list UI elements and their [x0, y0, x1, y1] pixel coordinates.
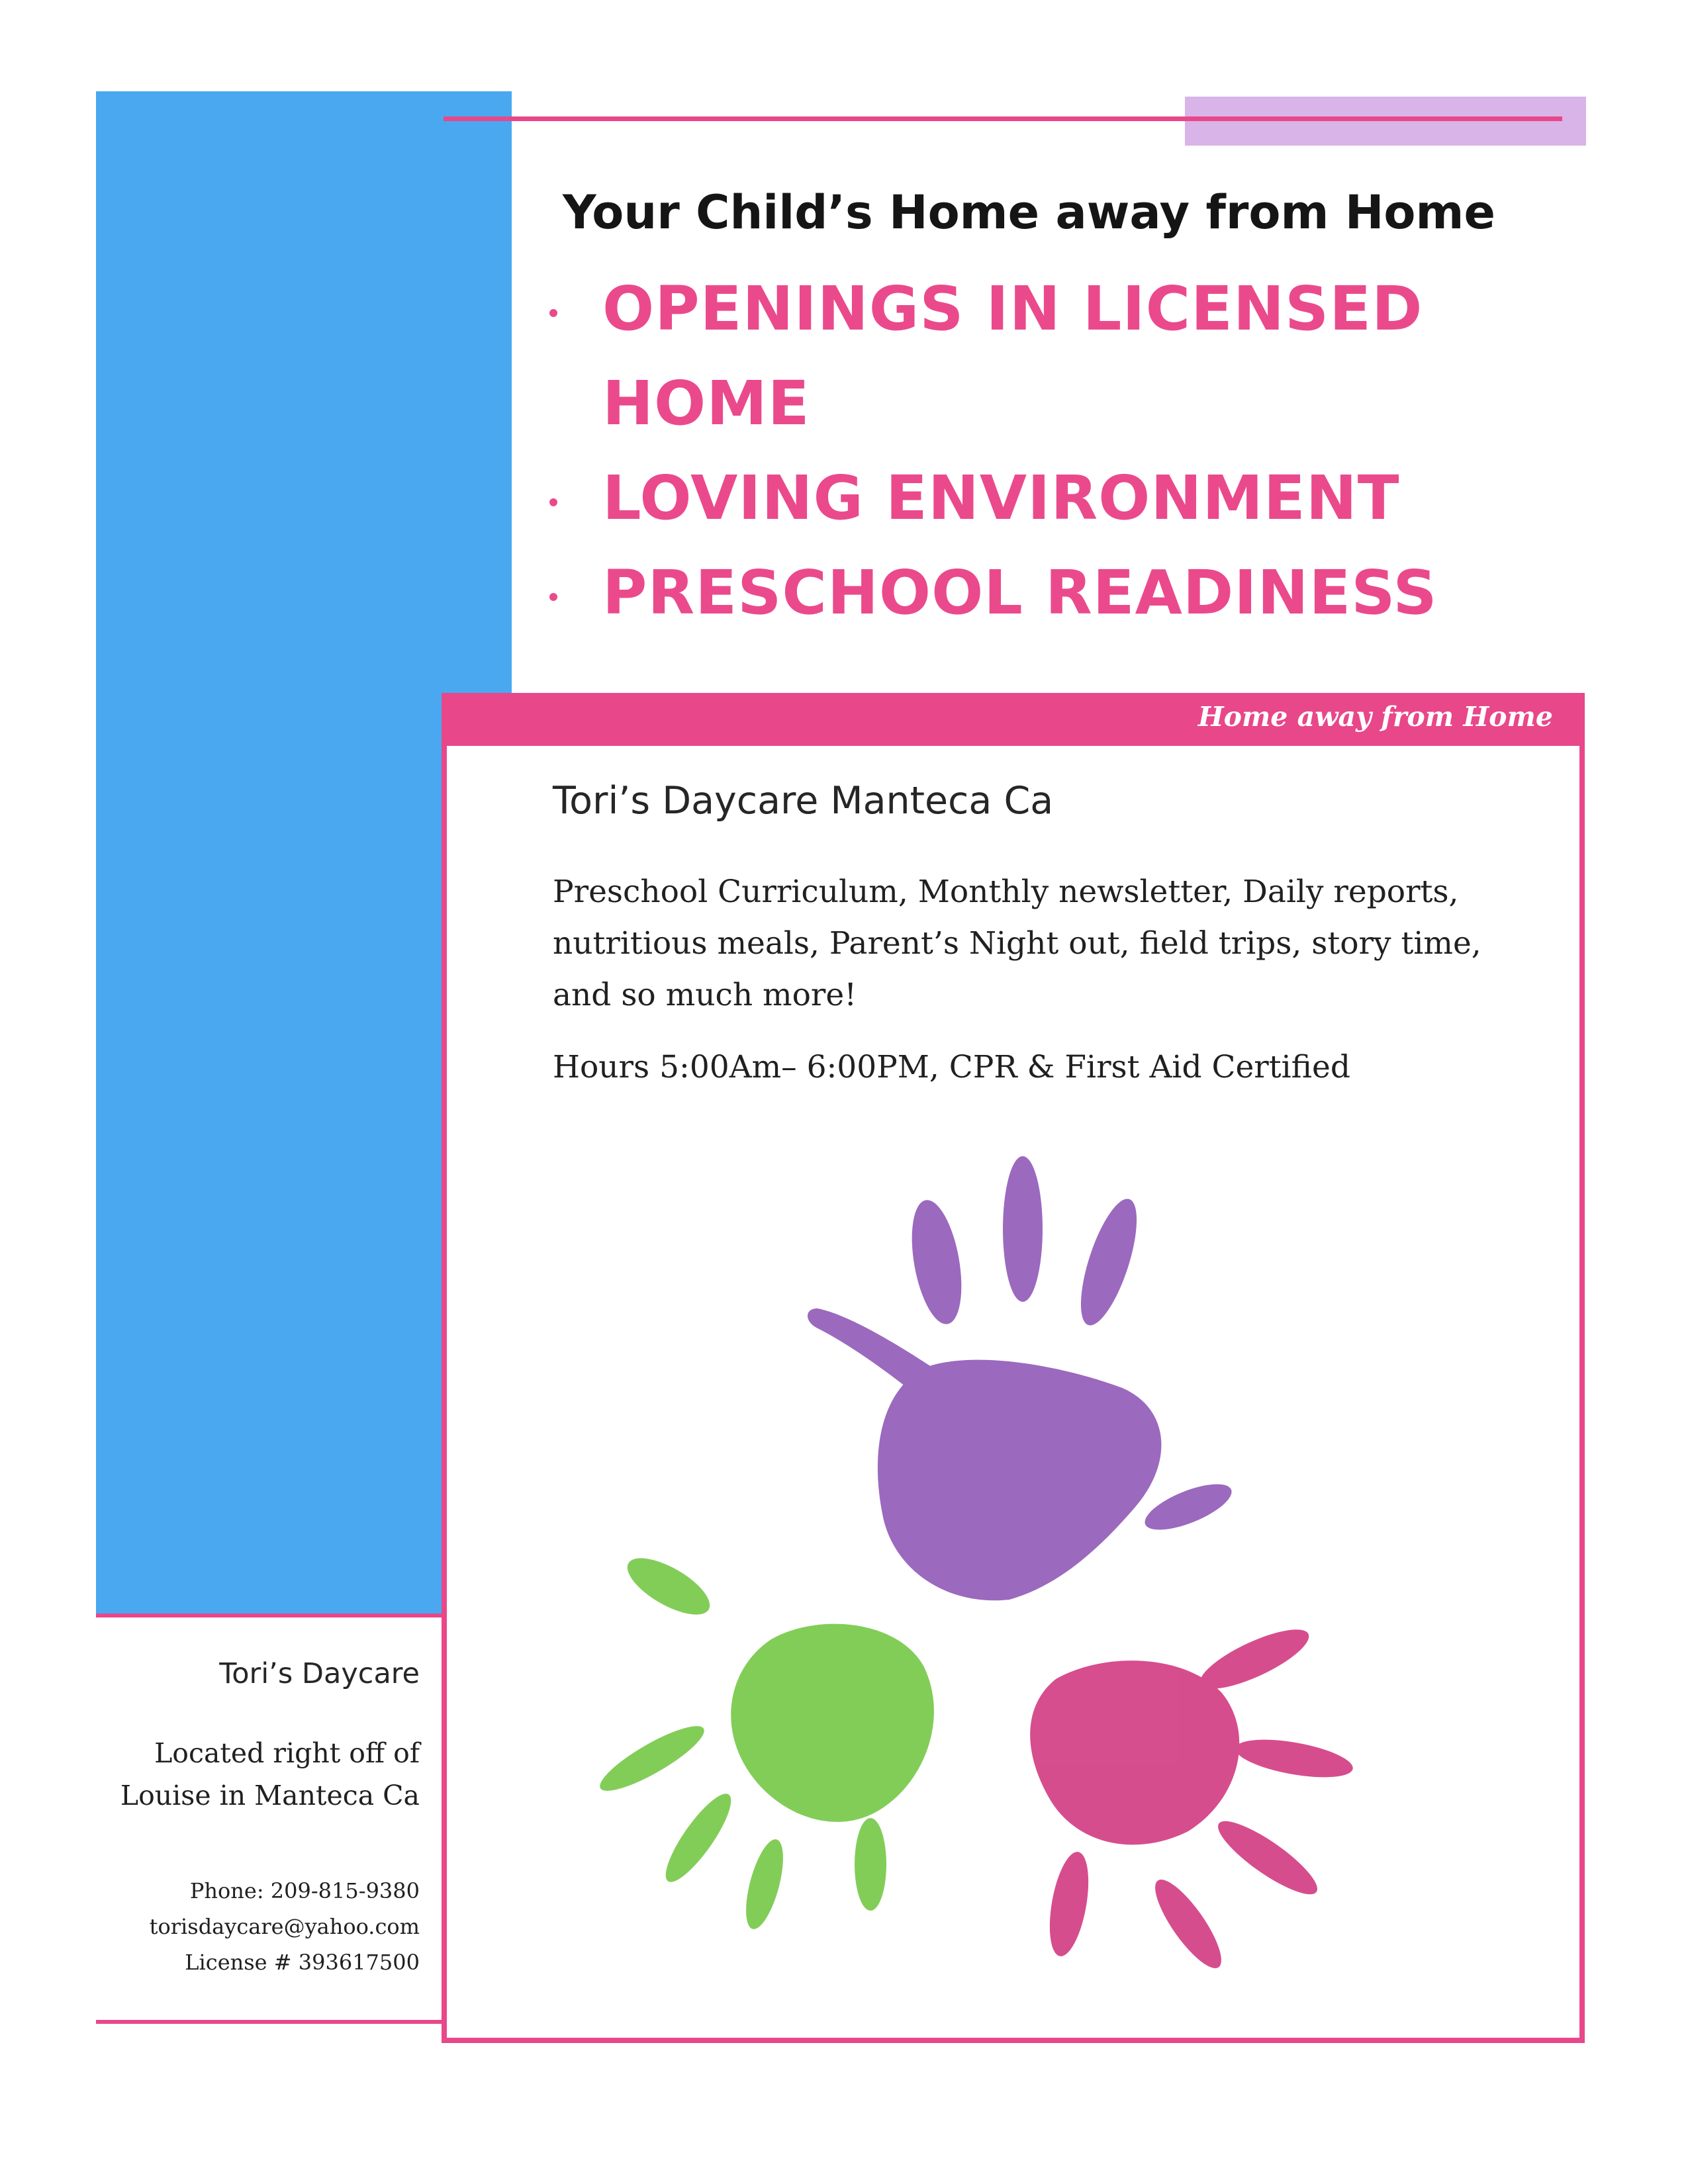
feature-text: OPENINGS IN LICENSED: [602, 273, 1423, 344]
description-line: Preschool Curriculum, Monthly newsletter, Daily reports,: [553, 874, 1459, 910]
lavender-accent-block: [1185, 97, 1586, 146]
feature-item-preschool: [543, 545, 1615, 640]
bullet-icon: [549, 498, 557, 506]
business-name: Tori’s Daycare: [219, 1657, 420, 1690]
feature-item-openings: [543, 261, 1615, 451]
magenta-handprint: [1030, 1618, 1356, 1976]
contact-details: [150, 1873, 420, 1980]
location-info: [120, 1732, 420, 1817]
handprints-illustration: [553, 1150, 1479, 2010]
bullet-icon: [549, 593, 557, 601]
bullet-icon: [549, 309, 557, 317]
card-description: [553, 866, 1519, 1021]
feature-text: PRESCHOOL READINESS: [602, 557, 1438, 628]
description-line: and so much more!: [553, 977, 857, 1013]
info-card: [442, 693, 1585, 2043]
location-line: Located right off of: [154, 1737, 420, 1769]
green-handprint: [593, 1547, 934, 1933]
feature-text: LOVING ENVIRONMENT: [602, 463, 1400, 533]
location-line: Louise in Manteca Ca: [120, 1780, 420, 1811]
email-address: torisdaycare@yahoo.com: [149, 1914, 420, 1939]
contact-sidebar: [96, 1614, 444, 2024]
feature-list: [543, 261, 1615, 640]
banner-tagline: Home away from Home: [1197, 701, 1553, 733]
feature-item-loving: [543, 451, 1615, 545]
description-line: nutritious meals, Parent’s Night out, field trips, story time,: [553, 925, 1481, 962]
license-number: License # 393617500: [185, 1950, 420, 1975]
card-hours: Hours 5:00Am– 6:00PM, CPR & First Aid Certified: [553, 1049, 1350, 1085]
card-banner: [447, 693, 1579, 746]
card-title: Tori’s Daycare Manteca Ca: [553, 779, 1054, 823]
feature-text-continued: HOME: [602, 368, 810, 439]
headline: Your Child’s Home away from Home: [563, 185, 1495, 240]
purple-handprint: [808, 1156, 1237, 1600]
phone-number: Phone: 209-815-9380: [189, 1878, 420, 1903]
